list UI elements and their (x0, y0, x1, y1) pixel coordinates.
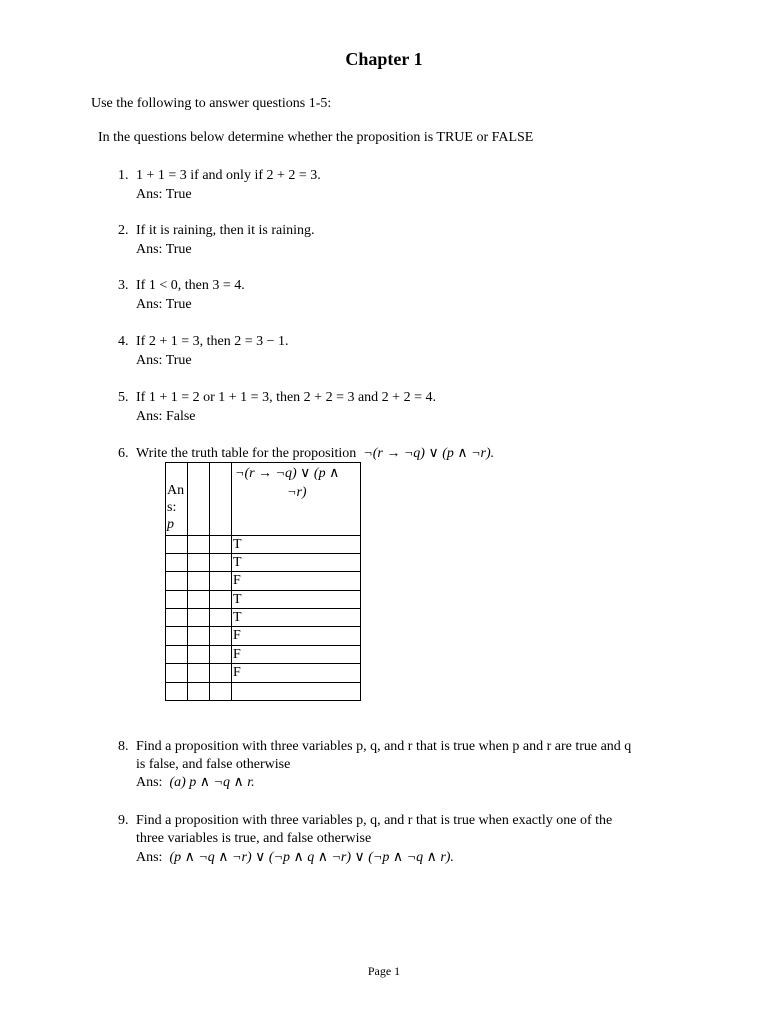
question-text (136, 812, 676, 848)
question-text: If 1 + 1 = 2 or 1 + 1 = 3, then 2 + 2 = 3 and 2 + 2 = 4. (136, 390, 436, 405)
table-header-line: ¬r) (287, 485, 307, 500)
answer-label: An s: p (167, 483, 185, 532)
instruction-text: In the questions below determine whether the proposition is TRUE or FALSE (98, 130, 534, 145)
table-column-divider (187, 463, 188, 700)
question-number: 9. (118, 813, 129, 828)
question-text (136, 445, 676, 463)
truth-value-cell: T (233, 555, 242, 570)
answer-formula: (a) p ∧ ¬q ∧ r. (169, 775, 255, 790)
truth-value-cell: T (233, 610, 242, 625)
table-header-line: ¬(r → ¬q) ∨ (p ∧ (235, 466, 340, 481)
truth-value-cell: F (233, 573, 241, 588)
truth-value-cell: T (233, 592, 242, 607)
answer-text: Ans: True (136, 297, 192, 312)
page-number: Page 1 (367, 964, 401, 978)
question-line: Find a proposition with three variables p, q, and r that is true when exactly one of the (136, 813, 613, 828)
truth-value-cell: F (233, 628, 241, 643)
question-number: 1. (118, 168, 129, 183)
question-number: 2. (118, 223, 129, 238)
table-header (235, 464, 353, 502)
answer-text: Ans: True (136, 242, 192, 257)
question-number: 5. (118, 390, 129, 405)
answer-text: Ans: False (136, 409, 196, 424)
question-number: 8. (118, 739, 129, 754)
question-number: 6. (118, 446, 129, 461)
question-text: If 2 + 1 = 3, then 2 = 3 − 1. (136, 334, 289, 349)
answer-formula: (p ∧ ¬q ∧ ¬r) ∨ (¬p ∧ q ∧ ¬r) ∨ (¬p ∧ ¬q ∧ r). (169, 850, 454, 865)
proposition-formula: ¬(r → ¬q) ∨ (p ∧ ¬r). (363, 446, 495, 461)
chapter-title: Chapter 1 (345, 49, 423, 69)
answer-text: Ans: (a) p ∧ ¬q ∧ r. (136, 775, 255, 790)
question-number: 3. (118, 278, 129, 293)
table-column-divider (231, 463, 232, 700)
question-line: is false, and false otherwise (136, 757, 291, 772)
truth-table (165, 462, 361, 701)
question-text-prefix: Write the truth table for the proposition (136, 446, 357, 461)
question-text: If it is raining, then it is raining. (136, 223, 315, 238)
truth-value-cell: F (233, 647, 241, 662)
question-text: If 1 < 0, then 3 = 4. (136, 278, 245, 293)
question-line: three variables is true, and false otherwise (136, 831, 372, 846)
table-column-divider (209, 463, 210, 700)
table-row-divider (166, 682, 360, 683)
intro-text: Use the following to answer questions 1-5: (91, 96, 332, 111)
question-line: Find a proposition with three variables p, q, and r that is true when p and r are true and q (136, 739, 632, 754)
question-text: 1 + 1 = 3 if and only if 2 + 2 = 3. (136, 168, 321, 183)
answer-text: Ans: True (136, 187, 192, 202)
question-number: 4. (118, 334, 129, 349)
truth-value-cell: F (233, 665, 241, 680)
answer-text: Ans: (p ∧ ¬q ∧ ¬r) ∨ (¬p ∧ q ∧ ¬r) ∨ (¬p ∧ ¬q ∧ r). (136, 850, 454, 865)
answer-text: Ans: True (136, 353, 192, 368)
truth-value-cell: T (233, 537, 242, 552)
question-text (136, 738, 676, 774)
